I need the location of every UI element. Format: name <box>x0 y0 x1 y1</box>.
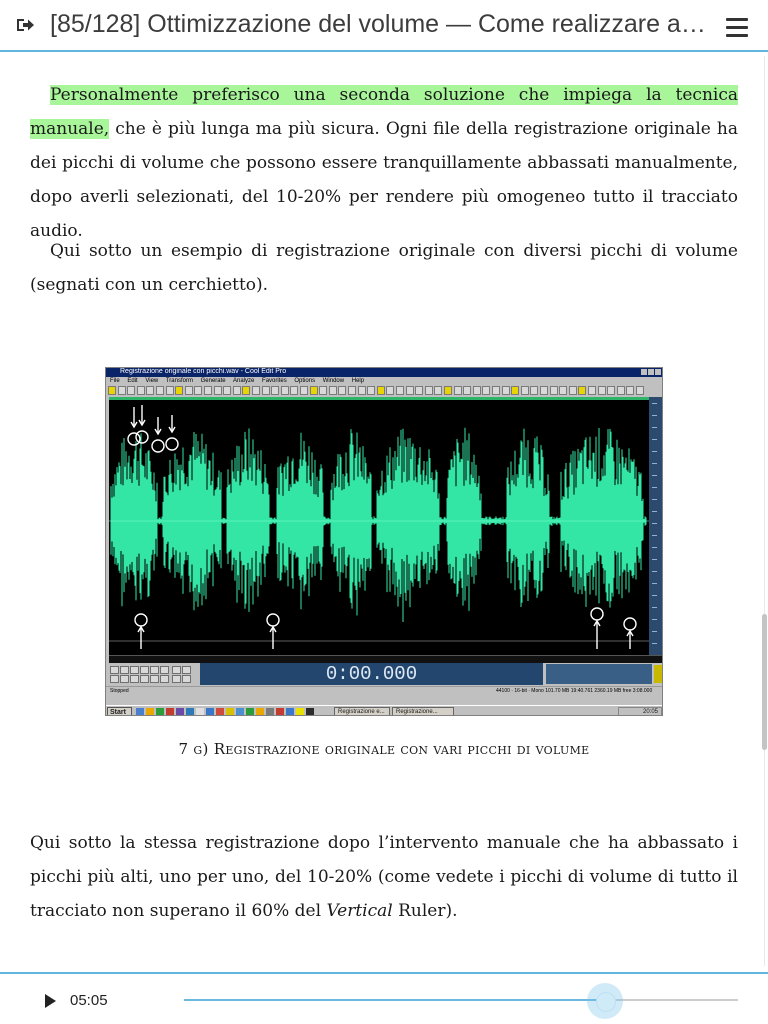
transport-button <box>150 666 159 674</box>
figure-toolbar-button <box>146 386 154 395</box>
transport-button <box>140 675 149 683</box>
ruler-tick <box>652 643 657 644</box>
figure-toolbar-button <box>367 386 375 395</box>
quicklaunch-icon <box>166 708 174 716</box>
figure-toolbar-button <box>329 386 337 395</box>
figure-toolbar-button <box>310 386 318 395</box>
figure-toolbar-button <box>569 386 577 395</box>
figure-menu-item: Favorites <box>262 378 287 384</box>
time-display: 0:00.000 <box>200 663 543 685</box>
figure-toolbar-button <box>540 386 548 395</box>
figure-toolbar-button <box>588 386 596 395</box>
figure-toolbar-button <box>118 386 126 395</box>
hamburger-menu-icon[interactable] <box>724 16 752 40</box>
ruler-tick <box>652 607 657 608</box>
quicklaunch-icon <box>216 708 224 716</box>
figure-toolbar-button <box>175 386 183 395</box>
figure-window-buttons <box>640 369 662 376</box>
figure-toolbar-button <box>338 386 346 395</box>
transport-button <box>172 675 181 683</box>
figure-window-title: Registrazione originale con picchi.wav - Cool Edit Pro <box>120 368 287 375</box>
transport-button <box>110 675 119 683</box>
figure-toolbar-button <box>185 386 193 395</box>
figure-toolbar-button <box>463 386 471 395</box>
figure-toolbar-button <box>242 386 250 395</box>
quicklaunch-icon <box>256 708 264 716</box>
quicklaunch-icon <box>196 708 204 716</box>
figure-caption: 7 g) Registrazione originale con vari picchi di volume <box>178 740 590 758</box>
waveform-display <box>109 397 649 659</box>
status-info: 44100 · 16-bit · Mono 101.70 MB 19:40.761 2360.19 MB free 3:08.000 <box>496 688 653 694</box>
figure-toolbar-button <box>473 386 481 395</box>
quicklaunch-icon <box>186 708 194 716</box>
figure-status-bar <box>106 686 663 694</box>
status-text: Stopped <box>110 688 129 694</box>
figure-toolbar-button <box>607 386 615 395</box>
paragraph-3-text: Qui sotto la stessa registrazione dopo l’intervento manuale che ha abbassato i picchi più alti, uno per uno, del 10-20% (come vedete i picchi di volume di tutto il tracciato non superano il 60% del <box>30 833 738 921</box>
peak-marker-circle <box>128 433 140 445</box>
exit-icon[interactable] <box>14 14 36 36</box>
figure-toolbar-button <box>319 386 327 395</box>
ruler-tick <box>652 403 657 404</box>
figure-toolbar-button <box>617 386 625 395</box>
transport-button <box>160 666 169 674</box>
figure-toolbar-button <box>492 386 500 395</box>
figure-toolbar-button <box>204 386 212 395</box>
quicklaunch-icon <box>176 708 184 716</box>
ruler-tick <box>652 475 657 476</box>
taskbar-clock: 20:05 <box>618 707 662 716</box>
play-icon[interactable] <box>42 993 58 1009</box>
ruler-tick <box>652 523 657 524</box>
quicklaunch-icon <box>246 708 254 716</box>
ruler-tick <box>652 427 657 428</box>
highlighted-text[interactable]: Personalmente preferisco una seconda soluzione che impiega la tecnica manuale, <box>30 85 738 139</box>
peak-marker-circle <box>152 440 164 452</box>
paragraph-3-end: Ruler). <box>392 901 458 921</box>
transport-button <box>130 666 139 674</box>
transport-button <box>150 675 159 683</box>
peak-marker-circle <box>624 618 636 630</box>
ruler-tick <box>652 463 657 464</box>
progress-fill <box>184 999 605 1001</box>
figure-titlebar <box>106 368 663 377</box>
figure-menu-item: Window <box>322 378 345 384</box>
quicklaunch-icon <box>296 708 304 716</box>
ruler-tick <box>652 535 657 536</box>
quicklaunch-icon <box>206 708 214 716</box>
quicklaunch-icon <box>286 708 294 716</box>
quicklaunch-icon <box>276 708 284 716</box>
figure-toolbar-button <box>300 386 308 395</box>
figure-toolbar-button <box>281 386 289 395</box>
figure-menu-item: Edit <box>127 378 138 384</box>
figure-toolbar-button <box>194 386 202 395</box>
transport-button <box>120 675 129 683</box>
figure-toolbar-button <box>214 386 222 395</box>
figure-toolbar-button <box>511 386 519 395</box>
figure-menu-item: Analyze <box>233 378 255 384</box>
figure-toolbar-button <box>482 386 490 395</box>
figure-toolbar-button <box>502 386 510 395</box>
taskbar-item: Registrazione... <box>392 707 454 716</box>
ruler-tick <box>652 595 657 596</box>
figure-toolbar-button <box>358 386 366 395</box>
figure-toolbar-button <box>252 386 260 395</box>
scrollbar[interactable] <box>762 614 767 750</box>
figure-toolbar-button <box>348 386 356 395</box>
progress-thumb[interactable] <box>587 983 623 1019</box>
quicklaunch-icon <box>146 708 154 716</box>
quicklaunch-icon <box>306 708 314 716</box>
page-title: [85/128] Ottimizzazione del volume — Come realizzare a… <box>50 10 706 38</box>
figure-toolbar-button <box>396 386 404 395</box>
playback-time: 05:05 <box>70 992 108 1009</box>
figure-toolbar-button <box>108 386 116 395</box>
paragraph-1-text: che è più lunga ma più sicura. Ogni file della registrazione originale ha dei picchi di volume che possono essere tranquillamente abbassati manualmente, dopo averli selezionati, del 10-20% per rendere più omogeneo tutto il tracciato audio. <box>30 119 738 241</box>
transport-button <box>130 675 139 683</box>
transport-button <box>172 666 181 674</box>
ruler-tick <box>652 451 657 452</box>
selection-panel <box>546 664 652 684</box>
figure-toolbar-button <box>578 386 586 395</box>
figure-toolbar-button <box>550 386 558 395</box>
figure-toolbar-button <box>415 386 423 395</box>
peak-marker-circle <box>166 438 178 450</box>
figure-toolbar-button <box>262 386 270 395</box>
taskbar-item: Registrazione e... <box>334 707 390 716</box>
figure-toolbar-button <box>233 386 241 395</box>
figure-menu-item: Options <box>294 378 316 384</box>
quicklaunch-icon <box>136 708 144 716</box>
figure-menu-item: Transform <box>165 378 193 384</box>
peak-marker-circle <box>591 608 603 620</box>
figure-toolbar-button <box>559 386 567 395</box>
ruler-tick <box>652 547 657 548</box>
figure-toolbar-button <box>626 386 634 395</box>
paragraph-3-italic: Vertical <box>326 901 393 921</box>
quicklaunch-icon <box>226 708 234 716</box>
vertical-ruler <box>649 397 662 659</box>
ruler-tick <box>652 511 657 512</box>
figure-toolbar-button <box>406 386 414 395</box>
figure-toolbar-button <box>223 386 231 395</box>
figure-menu-item: View <box>145 378 159 384</box>
figure-screenshot[interactable] <box>105 367 663 716</box>
paragraph-3 <box>30 826 738 928</box>
figure-menu <box>106 377 663 385</box>
scroll-track <box>764 56 765 966</box>
ruler-tick <box>652 415 657 416</box>
peak-marker-circle <box>135 614 147 626</box>
ruler-tick <box>652 631 657 632</box>
peak-marker-circle <box>136 431 148 443</box>
paragraph-2: Qui sotto un esempio di registrazione originale con diversi picchi di volume (segnati con un cerchietto). <box>30 241 738 295</box>
ruler-tick <box>652 583 657 584</box>
figure-menu-item: Generate <box>200 378 226 384</box>
transport-button <box>110 666 119 674</box>
figure-toolbar-button <box>127 386 135 395</box>
figure-toolbar-button <box>166 386 174 395</box>
ruler-tick <box>652 559 657 560</box>
figure-toolbar-button <box>444 386 452 395</box>
figure-toolbar-button <box>271 386 279 395</box>
figure-timeline <box>109 655 662 663</box>
figure-toolbar-button <box>636 386 644 395</box>
figure-toolbar-button <box>598 386 606 395</box>
figure-toolbar-button <box>425 386 433 395</box>
ruler-tick <box>652 499 657 500</box>
figure-toolbar-button <box>530 386 538 395</box>
figure-toolbar-button <box>521 386 529 395</box>
start-button: Start <box>107 707 132 716</box>
transport-button <box>160 675 169 683</box>
figure-toolbar-button <box>156 386 164 395</box>
figure-menu-item: File <box>110 378 120 384</box>
quicklaunch-icon <box>156 708 164 716</box>
figure-toolbar-button <box>377 386 385 395</box>
ruler-tick <box>652 487 657 488</box>
quicklaunch-icon <box>236 708 244 716</box>
zoom-panel <box>654 665 662 683</box>
audio-player <box>0 972 768 1024</box>
figure-toolbar-button <box>434 386 442 395</box>
paragraph-1 <box>30 78 738 248</box>
figure-taskbar <box>106 705 663 716</box>
transport-button <box>182 666 191 674</box>
figure-toolbar-button <box>386 386 394 395</box>
ruler-tick <box>652 571 657 572</box>
progress-track[interactable] <box>184 999 738 1001</box>
figure-menu-item: Help <box>351 378 365 384</box>
ruler-tick <box>652 439 657 440</box>
peak-marker-circle <box>267 614 279 626</box>
figure-toolbar-button <box>454 386 462 395</box>
reader-header <box>0 0 768 52</box>
quicklaunch-icon <box>266 708 274 716</box>
figure-toolbar <box>108 386 662 396</box>
waveform-svg <box>109 397 649 659</box>
figure-toolbar-button <box>290 386 298 395</box>
transport-button <box>182 675 191 683</box>
transport-button <box>120 666 129 674</box>
transport-button <box>140 666 149 674</box>
waveform-overview-bar <box>109 397 649 400</box>
ruler-tick <box>652 619 657 620</box>
figure-toolbar-button <box>137 386 145 395</box>
